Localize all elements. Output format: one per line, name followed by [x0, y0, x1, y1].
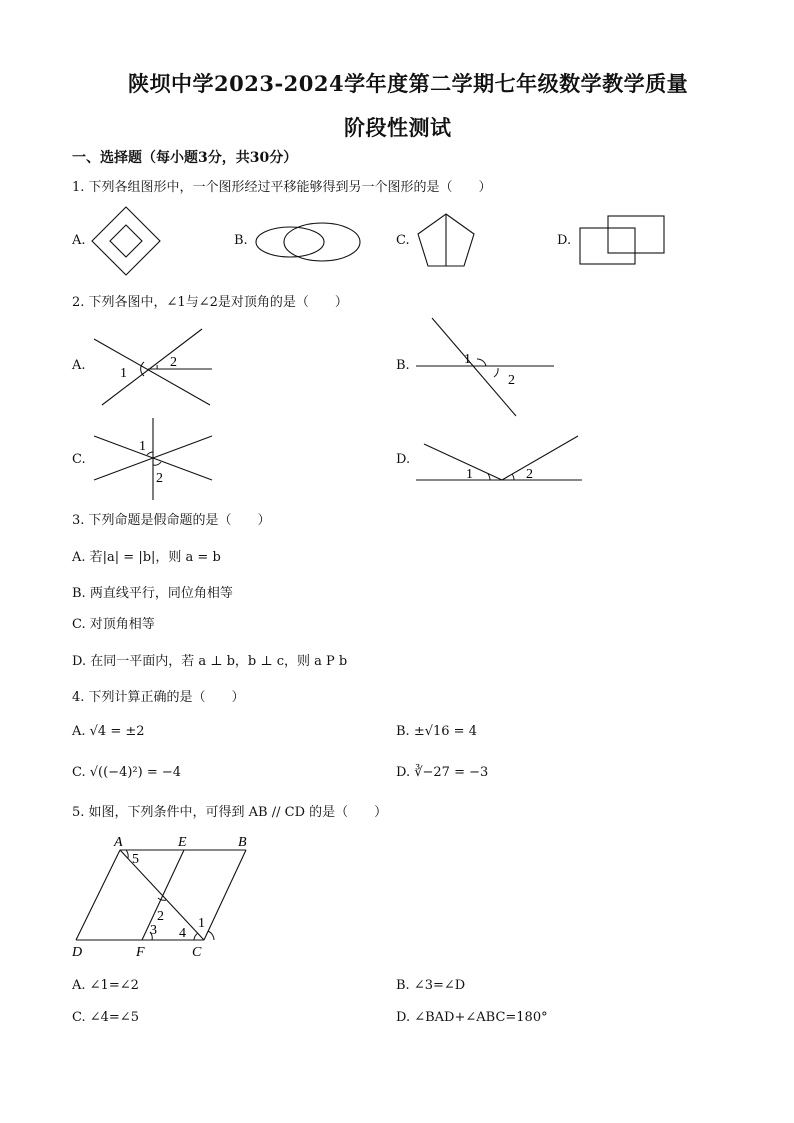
q4-option-d: D. ∛−27 = −3 [396, 765, 489, 780]
q2-figure-b [414, 316, 564, 420]
q1-option-d-label: D. [557, 233, 572, 248]
q3-option-a: A. 若|a| = |b|，则 a = b [72, 550, 221, 565]
q2-option-d-label: D. [396, 452, 411, 467]
q3-option-c: C. 对顶角相等 [72, 617, 155, 632]
question-4-stem: 4. 下列计算正确的是（ ） [72, 690, 245, 705]
q5-angle-1-label: 1 [198, 916, 205, 931]
q5-option-b: B. ∠3=∠D [396, 978, 466, 993]
q5-angle-2-label: 2 [157, 909, 164, 924]
q2-option-b-label: B. [396, 358, 410, 373]
question-1-stem: 1. 下列各组图形中，一个图形经过平移能够得到另一个图形的是（ ） [72, 180, 492, 195]
q2a-angle-2-label: 2 [170, 355, 177, 370]
q5-option-d: D. ∠BAD+∠ABC=180° [396, 1010, 548, 1025]
q2-figure-d [414, 434, 584, 486]
q1-option-c-label: C. [396, 233, 410, 248]
q5-option-a: A. ∠1=∠2 [72, 978, 139, 993]
q2-option-a-label: A. [72, 358, 86, 373]
q4-option-b: B. ±√16 = 4 [396, 724, 477, 739]
q5-angle-4-label: 4 [179, 926, 186, 941]
q1-option-b-label: B. [234, 233, 248, 248]
q2-option-c-label: C. [72, 452, 86, 467]
q2b-angle-2-label: 2 [508, 373, 515, 388]
section-heading: 一、选择题（每小题3分，共30分） [72, 150, 298, 166]
q5-angle-5-label: 5 [132, 852, 139, 867]
q2-figure-a [90, 325, 220, 411]
q5-figure-parallelogram [70, 830, 260, 962]
q5-point-d-label: D [72, 945, 83, 960]
q5-point-f-label: F [136, 945, 145, 960]
q4-option-a: A. √4 = ±2 [72, 724, 145, 739]
q2d-angle-1-label: 1 [466, 467, 473, 482]
q2c-angle-2-label: 2 [156, 471, 163, 486]
q2-figure-c [90, 416, 220, 502]
question-2-stem: 2. 下列各图中，∠1与∠2是对顶角的是（ ） [72, 295, 348, 310]
page-title: 陕坝中学2023-2024学年度第二学期七年级数学教学质量 [128, 71, 689, 96]
q5-angle-3-label: 3 [150, 923, 157, 938]
page-subtitle: 阶段性测试 [344, 115, 452, 140]
question-5-stem: 5. 如图，下列条件中，可得到 AB // CD 的是（ ） [72, 805, 388, 820]
q2a-angle-1-label: 1 [120, 366, 127, 381]
question-3-stem: 3. 下列命题是假命题的是（ ） [72, 513, 271, 528]
q1-figure-c-pentagon [414, 212, 478, 270]
q5-point-a-label: A [114, 835, 123, 850]
q5-point-b-label: B [238, 835, 247, 850]
q2b-angle-1-label: 1 [464, 352, 471, 367]
q2d-angle-2-label: 2 [526, 467, 533, 482]
q5-option-c: C. ∠4=∠5 [72, 1010, 139, 1025]
q1-figure-d-overlapping-rectangles [578, 214, 668, 268]
q1-figure-b-overlapping-ellipses [252, 218, 364, 268]
q4-option-c: C. √((−4)²) = −4 [72, 765, 182, 780]
q5-point-e-label: E [178, 835, 187, 850]
q3-option-b: B. 两直线平行，同位角相等 [72, 586, 233, 601]
q1-figure-a-nested-diamonds [90, 205, 170, 277]
q1-option-a-label: A. [72, 233, 86, 248]
q2c-angle-1-label: 1 [139, 439, 146, 454]
q3-option-d: D. 在同一平面内，若 a ⊥ b，b ⊥ c，则 a P b [72, 654, 348, 669]
q5-point-c-label: C [192, 945, 202, 960]
